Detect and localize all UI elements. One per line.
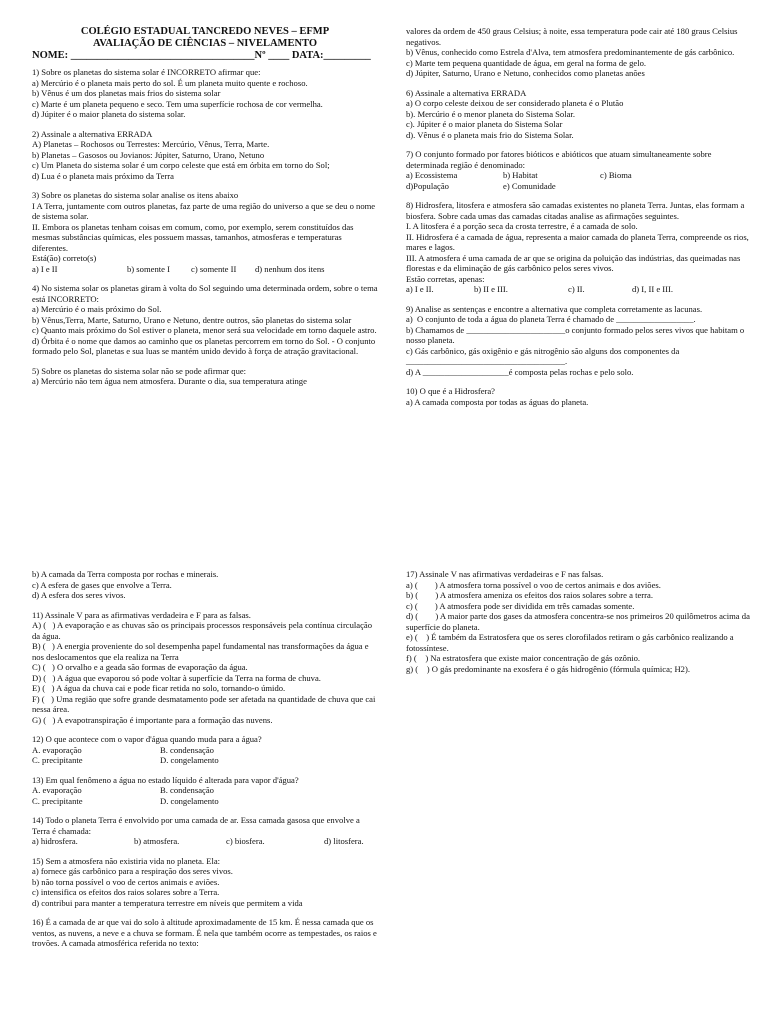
- statement-a: A) ( ) A evaporação e as chuvas são os principais processos responsáveis pela contínua circulação da água.: [32, 620, 375, 641]
- option-a: A. evaporação: [32, 785, 82, 795]
- option-b: b) A camada da Terra composta por rochas e minerais.: [32, 569, 219, 579]
- question-stem: 16) É a camada de ar que vai do solo à altitude aproximadamente de 15 km. É nessa camada que os ventos, as nuvens, a neve e a chuva se formam. É nela que também ocorre as tempestades, os raios e trovões. A camada atmosférica referida no texto:: [32, 917, 379, 948]
- question-stem: 10) O que é a Hidrosfera?: [406, 386, 496, 396]
- question-17: [406, 569, 752, 674]
- question-5-continued: [406, 26, 752, 79]
- options-row: [32, 796, 378, 807]
- question-10: [406, 386, 752, 407]
- option-b: b) somente I: [127, 263, 170, 274]
- question-9: [406, 304, 752, 378]
- option-a: a) A camada composta por todas as águas do planeta.: [406, 396, 589, 407]
- question-1: [32, 67, 378, 120]
- option-a: A. evaporação: [32, 744, 82, 755]
- option-a: a) hidrosfera.: [32, 836, 78, 846]
- question-stem: 6) Assinale a alternativa ERRADA: [406, 87, 527, 98]
- right-column-bottom: [406, 569, 752, 674]
- option-c: c) II.: [568, 284, 585, 294]
- option-c: C. precipitante: [32, 795, 83, 806]
- statement-f: f) ( ) Na estratosfera que existe maior concentração de gás ozônio.: [406, 653, 641, 663]
- option-d: d) Órbita é o nome que damos ao caminho que os planetas percorrem em torno do Sol. - O conjunto formado pelo Sol, planetas e sua luas se mantém unido devido à força de atração gravitacional.: [32, 335, 378, 356]
- question-13: [32, 775, 378, 807]
- item-i: I A Terra, juntamente com outros planetas, faz parte de uma região do universo a que se deu o nome de sistema solar.: [32, 200, 378, 221]
- question-stem: 7) O conjunto formado por fatores bióticos e abióticos que atuam simultaneamente sobre determinada região é denominado:: [406, 149, 714, 170]
- statement-d: d) ( ) A maior parte dos gases da atmosfera concentra-se nos primeiros 20 quilômetros acima da superfície do planeta.: [406, 611, 753, 632]
- option-d: d) litosfera.: [324, 836, 364, 846]
- question-stem: 13) Em qual fenômeno a água no estado líquido é alterada para vapor d'água?: [32, 774, 299, 785]
- left-column-top: [32, 26, 378, 387]
- question-stem: 2) Assinale a alternativa ERRADA: [32, 128, 153, 139]
- options-row: [406, 181, 752, 192]
- left-column-bottom: [32, 569, 378, 949]
- question-6: [406, 88, 752, 141]
- item-ii: II. Embora os planetas tenham coisas em comum, como, por exemplo, serem constituídos das mesmas substâncias químicas, eles possuem massas, tamanhos, atmosferas e temperaturas diferentes.: [32, 221, 356, 253]
- option-c: C. precipitante: [32, 755, 83, 765]
- option-d: d) Júpiter, Saturno, Urano e Netuno, conhecidos como planetas anões: [406, 68, 645, 78]
- option-c: c) intensifica os efeitos dos raios solares sobre a Terra.: [32, 887, 220, 897]
- school-title: COLÉGIO ESTADUAL TANCREDO NEVES – EFMP: [80, 26, 330, 37]
- option-b: b) II e III.: [474, 284, 508, 294]
- option-d: d)População: [406, 180, 449, 191]
- option-c: c). Júpiter é o maior planeta do Sistema Solar: [406, 119, 563, 129]
- option-c: c) Um Planeta do sistema solar é um corpo celeste que está em órbita em torno do Sol;: [32, 160, 330, 170]
- option-b: b) Vênus, conhecido como Estrela d'Alva, tem atmosfera predominantemente de gás carbônico.: [406, 47, 735, 57]
- statement-e: E) ( ) A água da chuva cai e pode ficar retida no solo, tornando-o úmido.: [32, 683, 286, 693]
- option-b: b) Habitat: [503, 170, 538, 180]
- option-b: B. condensação: [160, 785, 214, 795]
- statement-f: F) ( ) Uma região que sofre grande desmatamento pode ser afetada na quantidade de chuva que cai nessa área.: [32, 693, 378, 714]
- option-c: c) Marte tem pequena quantidade de água, em geral na forma de gelo.: [406, 57, 647, 68]
- option-a-continued: valores da ordem de 450 graus Celsius; à noite, essa temperatura pode cair até 180 graus Celsius negativos.: [406, 26, 740, 47]
- option-a: a) O conjunto de toda a água do planeta Terra é chamado de __________________.: [406, 314, 696, 324]
- option-b: b). Mercúrio é o menor planeta do Sistema Solar.: [406, 108, 575, 119]
- option-a: a) fornece gás carbônico para a respiração dos seres vivos.: [32, 866, 233, 876]
- statement-g: g) ( ) O gás predominante na exosfera é o gás hidrogênio (fórmula química; H2).: [406, 663, 690, 674]
- option-d: d) Júpiter é o maior planeta do sistema solar.: [32, 109, 186, 119]
- option-a: a) I e II.: [406, 284, 434, 294]
- question-8: [406, 200, 752, 295]
- name-line: NOME: ___________________________________Nº ____ DATA:_________: [32, 50, 371, 61]
- option-a: a) I e II: [32, 263, 58, 274]
- option-d: d) I, II e III.: [632, 284, 674, 294]
- options-row: [32, 785, 378, 796]
- question-stem: 5) Sobre os planetas do sistema solar não se pode afirmar que:: [32, 365, 247, 376]
- option-a: a) Mercúrio não tem água nem atmosfera. Durante o dia, sua temperatura atinge: [32, 376, 307, 386]
- question-4: [32, 283, 378, 357]
- option-c: c) Gás carbônico, gás oxigênio e gás nitrogênio são alguns dos componentes da _____________________________________.: [406, 345, 682, 366]
- option-d: D. congelamento: [160, 755, 219, 765]
- question-11: [32, 610, 378, 726]
- option-c: c) Bioma: [600, 170, 632, 180]
- question-15: [32, 856, 378, 909]
- question-stem: 4) No sistema solar os planetas giram à volta do Sol seguindo uma determinada ordem, sobre o tema está INCORRETO:: [32, 283, 380, 304]
- option-c: c) Quanto mais próximo do Sol estiver o planeta, menor será sua velocidade em torno daquele astro.: [32, 325, 377, 335]
- option-a: a) Mercúrio é o mais próximo do Sol.: [32, 304, 162, 314]
- option-b: B. condensação: [160, 744, 214, 755]
- answer-prompt: Estão corretas, apenas:: [406, 273, 485, 284]
- options-row: [32, 755, 378, 766]
- question-stem: 14) Todo o planeta Terra é envolvido por uma camada de ar. Essa camada gasosa que envolve a Terra é chamada:: [32, 815, 362, 836]
- options-row: [406, 170, 752, 181]
- option-b: b) Chamamos de _______________________o conjunto formado pelos seres vivos que habitam o nosso planeta.: [406, 324, 747, 345]
- statement-c: C) ( ) O orvalho e a geada são formas de evaporação da água.: [32, 662, 248, 672]
- option-b: b) Planetas – Gasosos ou Jovianos: Júpiter, Saturno, Urano, Netuno: [32, 149, 265, 160]
- option-d: d) nenhum dos itens: [255, 263, 325, 274]
- statement-b: B) ( ) A energia proveniente do sol desempenha papel fundamental nas transformações da água e nos deslocamentos que ela realiza na Terra: [32, 641, 371, 662]
- question-stem: 12) O que acontece com o vapor d'água quando muda para a água?: [32, 734, 262, 744]
- statement-d: D) ( ) A água que evaporou só pode voltar à superfície da Terra na forma de chuva.: [32, 672, 321, 683]
- options-row: [32, 836, 378, 847]
- option-d: d) contribui para manter a temperatura terrestre em níveis que permitem a vida: [32, 897, 303, 908]
- answer-prompt: Está(ão) correto(s): [32, 253, 97, 263]
- question-stem: 3) Sobre os planetas do sistema solar analise os itens abaixo: [32, 190, 239, 200]
- statement-b: b) ( ) A atmosfera ameniza os efeitos dos raios solares sobre a terra.: [406, 590, 653, 600]
- option-d: d) Lua é o planeta mais próximo da Terra: [32, 170, 174, 181]
- statement-c: c) ( ) A atmosfera pode ser dividida em três camadas somente.: [406, 600, 635, 611]
- question-stem: 17) Assinale V nas afirmativas verdadeiras e F nas falsas.: [406, 569, 604, 579]
- option-e: e) Comunidade: [503, 180, 556, 191]
- option-c: c) biosfera.: [226, 836, 265, 846]
- option-d: d) A ____________________é composta pelas rochas e pelo solo.: [406, 366, 634, 377]
- option-a: a) Mercúrio é o planeta mais perto do sol. É um planeta muito quente e rochoso.: [32, 77, 308, 88]
- question-stem: 9) Analise as sentenças e encontre a alternativa que completa corretamente as lacunas.: [406, 303, 703, 314]
- question-stem: 15) Sem a atmosfera não existiria vida no planeta. Ela:: [32, 855, 221, 866]
- option-d: d). Vênus é o planeta mais frio do Sistema Solar.: [406, 129, 574, 140]
- options-row: [32, 264, 378, 275]
- item-iii: III. A atmosfera é uma camada de ar que se origina da poluição das indústrias, das queimadas nas florestas e da eliminação de gás carbônico pelos seres vivos.: [406, 252, 743, 273]
- option-a: a) O corpo celeste deixou de ser considerado planeta é o Plutão: [406, 98, 624, 108]
- option-d: D. congelamento: [160, 795, 219, 806]
- option-b: b) não torna possível o voo de certos animais e aviões.: [32, 876, 220, 887]
- statement-a: a) ( ) A atmosfera torna possível o voo de certos animais e dos aviões.: [406, 579, 661, 590]
- question-stem: 11) Assinale V para as afirmativas verdadeira e F para as falsas.: [32, 609, 251, 620]
- option-c: c) Marte é um planeta pequeno e seco. Tem uma superfície rochosa de cor vermelha.: [32, 98, 323, 109]
- options-row: [32, 745, 378, 756]
- statement-g: G) ( ) A evapotranspiração é importante para a formação das nuvens.: [32, 714, 273, 725]
- statement-e: e) ( ) É também da Estratosfera que os seres clorofilados retiram o gás carbônico realizando a fotossíntese.: [406, 632, 736, 653]
- option-d: d) A esfera dos seres vivos.: [32, 590, 126, 600]
- option-a: a) Ecossistema: [406, 170, 458, 180]
- question-7: [406, 149, 752, 191]
- question-12: [32, 734, 378, 766]
- option-c: c) somente II: [191, 263, 237, 274]
- question-stem: 1) Sobre os planetas do sistema solar é INCORRETO afirmar que:: [32, 67, 261, 77]
- question-14: [32, 815, 378, 847]
- question-2: [32, 129, 378, 182]
- option-b: b) atmosfera.: [134, 836, 180, 846]
- exam-subtitle: AVALIAÇÃO DE CIÊNCIAS – NIVELAMENTO: [92, 38, 318, 49]
- item-ii: II. Hidrosfera é a camada de água, representa a maior camada do planeta Terra, compreende os rios, mares e lagos.: [406, 231, 751, 252]
- option-c: c) A esfera de gases que envolve a Terra.: [32, 579, 172, 590]
- question-16: [32, 917, 378, 949]
- item-i: I. A litosfera é a porção seca da crosta terrestre, é a camada de solo.: [406, 221, 638, 231]
- right-column-top: [406, 26, 752, 407]
- question-5: [32, 366, 378, 387]
- question-3: [32, 190, 378, 274]
- option-b: b) Vênus é um dos planetas mais frios do sistema solar: [32, 88, 221, 98]
- option-b: b) Vênus,Terra, Marte, Saturno, Urano e Netuno, dentre outros, são planetas do sistema solar: [32, 314, 352, 325]
- question-stem: 8) Hidrosfera, litosfera e atmosfera são camadas existentes no planeta Terra. Juntas, elas formam a biosfera. Sobre cada umas das camadas citadas analise as afirmações seguintes.: [406, 200, 747, 221]
- question-10-continued: [32, 569, 378, 601]
- option-a: A) Planetas – Rochosos ou Terrestes: Mercúrio, Vênus, Terra, Marte.: [32, 139, 270, 149]
- options-row: [406, 284, 752, 295]
